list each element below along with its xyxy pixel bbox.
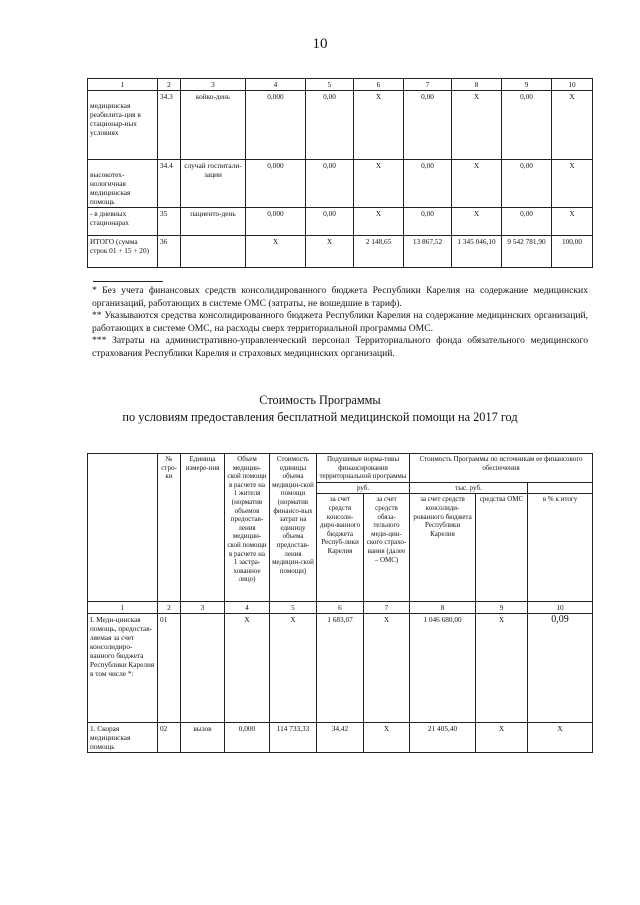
col-number: 2 [158, 602, 181, 614]
row-cell: Х [354, 208, 404, 236]
col-number: 5 [270, 602, 317, 614]
row-unit: пациенто-день [181, 208, 246, 236]
row-cell: Х [246, 236, 306, 268]
row-code: 02 [158, 723, 181, 753]
col-number: 3 [181, 602, 225, 614]
table-header-row [88, 454, 593, 483]
row-cell: 0,00 [502, 91, 552, 160]
header-blank [88, 454, 158, 602]
row-label: медицинская реабилита-ция в стационар-ных условиях [88, 91, 158, 160]
row-cell: Х [552, 160, 593, 208]
header-percent: в % к итогу [528, 494, 593, 602]
table-row [88, 160, 593, 208]
row-cell: 0,00 [404, 160, 452, 208]
table-row [88, 91, 593, 160]
row-cell: 0,00 [404, 91, 452, 160]
row-cell: 0,000 [246, 208, 306, 236]
header-program-cost: Стоимость Программы по источникам ее финансового обеспечения [410, 454, 593, 483]
row-cell: 34,42 [317, 723, 364, 753]
row-cell: 1 683,07 [317, 614, 364, 723]
row-cell: 9 542 781,90 [502, 236, 552, 268]
col-number: 9 [502, 79, 552, 91]
header-per-capita-budget: за счет средств консоли-диро-ванного бюджета Респуб-лики Карелия [317, 494, 364, 602]
footnote-rule [93, 281, 163, 282]
col-number: 1 [88, 79, 158, 91]
header-per-capita-oms: за счет средств обяза-тельного меди-цин-ского страхо-вания (далее – ОМС) [364, 494, 410, 602]
table-row [88, 614, 593, 723]
column-numbers-row [88, 602, 593, 614]
row-cell: Х [364, 614, 410, 723]
col-number: 10 [528, 602, 593, 614]
table-row [88, 208, 593, 236]
section-subtitle: по условиям предоставления бесплатной медицинской помощи на 2017 год [122, 410, 518, 424]
row-cell: 13 867,52 [404, 236, 452, 268]
table-row [88, 723, 593, 753]
header-unit-cost: Стоимость единицы объема медицин-ской помощи (норматив финансо-вых затрат на единицу объема предостав-ления медицин-ской помощи) [270, 454, 317, 602]
row-cell: Х [552, 208, 593, 236]
row-cell: Х [354, 91, 404, 160]
col-number: 9 [476, 602, 528, 614]
row-cell: Х [552, 91, 593, 160]
row-code: 35 [158, 208, 181, 236]
row-cell: Х [452, 208, 502, 236]
section-title: Стоимость Программы [259, 393, 381, 407]
footnote-3: *** Затраты на административно-управленческий персонал Территориального фонда обязательного медицинского страхования Республики Карелия и страховых медицинских организаций. [92, 335, 588, 359]
col-number: 6 [354, 79, 404, 91]
col-number: 8 [452, 79, 502, 91]
footnote-1: * Без учета финансовых средств консолидированного бюджета Республики Карелия на содержание медицинских организаций, работающих в системе ОМС (затраты, не вошедшие в тариф). [92, 285, 588, 309]
row-cell: 0,00 [502, 208, 552, 236]
row-cell: 0,00 [306, 208, 354, 236]
row-unit [181, 236, 246, 268]
row-label: 1. Скорая медицинская помощь [88, 723, 158, 753]
col-number: 1 [88, 602, 158, 614]
row-cell: 0,00 [306, 160, 354, 208]
row-cell: 100,00 [552, 236, 593, 268]
header-blank [528, 482, 593, 494]
row-cell: Х [225, 614, 270, 723]
row-label: I. Меди-цинская помощь, предостав-ляемая за счет консолидиро-ванного бюджета Республики Карелия в том числе *: [88, 614, 158, 723]
row-cell: 1 046 680,00 [410, 614, 476, 723]
row-cell: 114 733,33 [270, 723, 317, 753]
col-number: 3 [181, 79, 246, 91]
header-thous-rub: тыс. руб. [410, 482, 528, 494]
col-number: 2 [158, 79, 181, 91]
header-per-capita: Подушевые норма-тивы финансирования территориальной программы [317, 454, 410, 483]
row-unit [181, 614, 225, 723]
row-code: 01 [158, 614, 181, 723]
row-cell: Х [528, 723, 593, 753]
row-code: 34.4 [158, 160, 181, 208]
header-total-oms: средства ОМС [476, 494, 528, 602]
footnote-2: ** Указываются средства консолидированного бюджета Республики Карелия на содержание медицинских организаций, работающих в системе ОМС, на расходы сверх территориальной программы ОМС. [92, 310, 588, 334]
row-code: 34.3 [158, 91, 181, 160]
row-cell: 0,00 [404, 208, 452, 236]
row-cell: 0,000 [246, 91, 306, 160]
row-cell: Х [364, 723, 410, 753]
header-rub: руб. [317, 482, 410, 494]
row-cell: 2 148,65 [354, 236, 404, 268]
row-unit: случай госпитали-зации [181, 160, 246, 208]
row-cell: 1 345 046,10 [452, 236, 502, 268]
header-unit: Единица измере-ния [181, 454, 225, 602]
row-cell: Х [452, 160, 502, 208]
row-cell: 21 405,40 [410, 723, 476, 753]
header-total-budget: за счет средств консолиди-рованного бюджета Республики Карелия [410, 494, 476, 602]
row-unit: вызов [181, 723, 225, 753]
row-cell: Х [270, 614, 317, 723]
row-code: 36 [158, 236, 181, 268]
program-cost-table [87, 453, 593, 753]
col-number: 7 [404, 79, 452, 91]
header-volume: Объем медицин-ской помощи в расчете на 1 жителя (норматив объемов предостав-ления медицин-ской помощи в расчете на 1 застра-хованное лицо) [225, 454, 270, 602]
col-number: 4 [225, 602, 270, 614]
col-number: 5 [306, 79, 354, 91]
row-cell: Х [452, 91, 502, 160]
header-row-number: № стро-ки [158, 454, 181, 602]
row-cell: 0,09 [528, 614, 593, 723]
table-row-total [88, 236, 593, 268]
row-label: ИТОГО (сумма строк 01 + 15 + 20) [88, 236, 158, 268]
row-cell: Х [354, 160, 404, 208]
row-cell: 0,00 [306, 91, 354, 160]
row-cell: Х [306, 236, 354, 268]
row-unit: койко-день [181, 91, 246, 160]
col-number: 4 [246, 79, 306, 91]
row-cell: 0,000 [225, 723, 270, 753]
footnotes [92, 285, 588, 361]
row-label: - в дневных стационарах [88, 208, 158, 236]
col-number: 8 [410, 602, 476, 614]
row-label: высокотех-нологичная медицинская помощь [88, 160, 158, 208]
continued-table [87, 78, 593, 268]
page-number: 10 [312, 36, 328, 52]
row-cell: Х [476, 614, 528, 723]
row-cell: 0,000 [246, 160, 306, 208]
col-number: 7 [364, 602, 410, 614]
col-number: 6 [317, 602, 364, 614]
table-header-row [88, 79, 593, 91]
row-cell: 0,00 [502, 160, 552, 208]
row-cell: Х [476, 723, 528, 753]
col-number: 10 [552, 79, 593, 91]
